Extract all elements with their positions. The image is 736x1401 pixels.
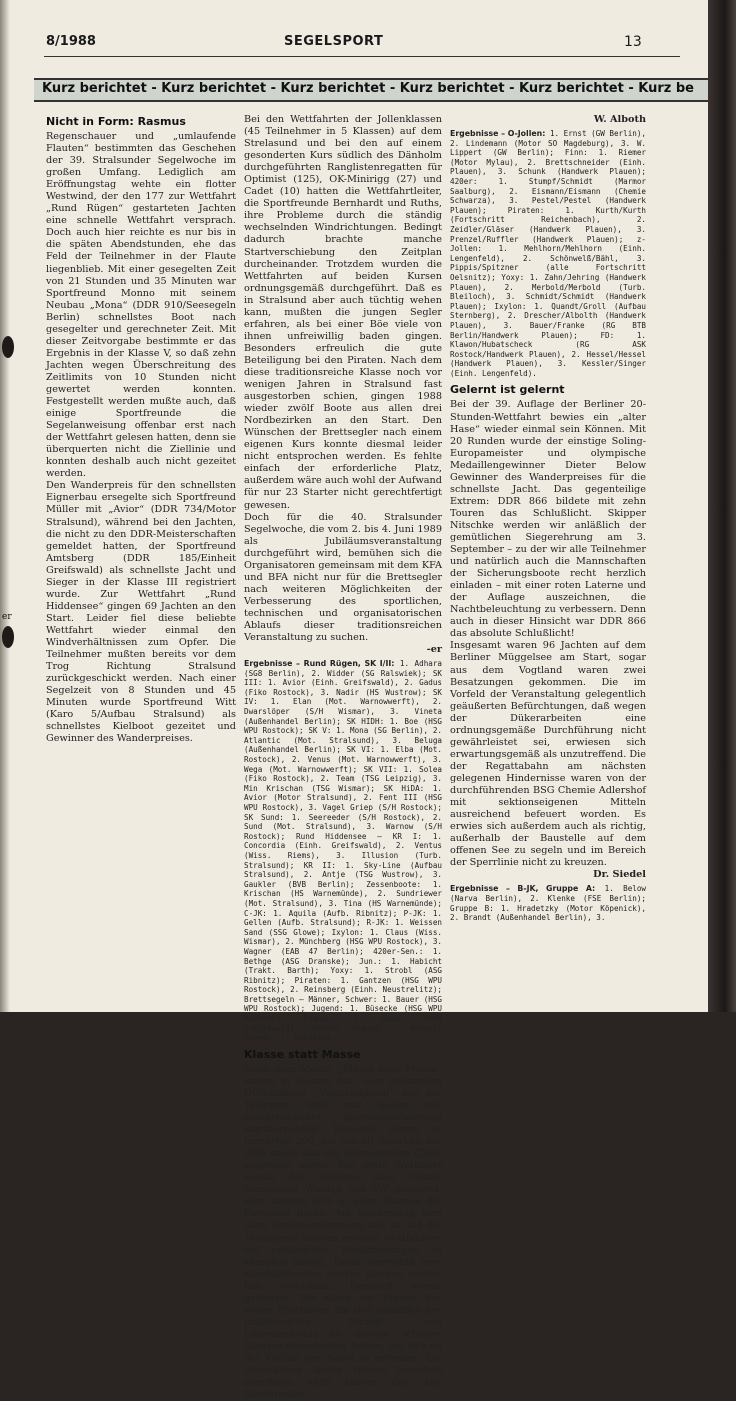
author-signature: Dr. Siedel (593, 869, 646, 881)
results-label: Ergebnisse – Rund Rügen, SK I/II: (244, 659, 395, 669)
issue-number: 8/1988 (46, 34, 96, 49)
results-vogtlandpokal (450, 129, 646, 378)
page-edge-shadow (0, 0, 10, 1012)
book-spine (708, 0, 736, 1012)
article-paragraph: Bei den Wettfahrten der Jollenklassen (45 Teilnehmer in 5 Klassen) auf dem Strelasund und bei den auf einem gesonderten Kurs südlich des Dänholm durchgeführten Ranglistenregatten für Optimist (125), OK-Minirigg (27) und Cadet (10) hatten die Wettfahrtleiter, die Sportfreunde Bernhardt und Ruths, ihre Probleme durch die ständig wechselnden Windrichtungen. Bedingt dadurch brachte manche Startverschiebung den Zeitplan durcheinander. Trotzdem wurden die Wettfahrten auf beiden Kursen ordnungsgemäß durchgeführt. Daß es in Stralsund aber auch tüchtig wehen kann, mußten die jungen Segler erfahren, als bei einer Böe viele von ihnen unfreiwillig baden gingen. Besonders erfreulich die gute Beteiligung bei den Piraten. Nach dem diese traditionsreiche Klasse noch vor wenigen Jahren in Stralsund fast ausgestorben schien, gingen 1988 wieder zwölf Boote aus allen drei Nordbezirken an den Start. Den Wünschen der Brettsegler nach einem eigenen Kurs konnte diesmal leider nicht entsprochen werden. Es fehlte einfach der erforderliche Platz, außerdem wäre auch wohl der Aufwand für nur 23 Starter nicht gerechtfertigt gewesen. (244, 114, 442, 511)
article-paragraph: Doch für die 40. Stralsunder Segelwoche, die vom 2. bis 4. Juni 1989 als Jubiläumsveranstaltung durchgeführt wird, bemühen sich die Organisatoren gemeinsam mit dem KFA und BFA nicht nur für die Brettsegler nach weiteren Möglichkeiten der Verbesserung des sportlichen, technischen und organisatorischen Ablaufs dieser traditionsreichen Veranstaltung zu suchen. (244, 511, 442, 644)
edge-fragment-text: er (2, 612, 12, 622)
results-label: Ergebnisse – B-JK, Gruppe A: (450, 884, 596, 894)
author-signature: W. Alboth (593, 114, 646, 125)
results-text: 1. Ernst (GW Berlin), 2. Lindemann (Motor SO Magdeburg), 3. W. Lippert (GW Berlin); Finn: 1. Riemer (Motor Mylau), 2. Brettschneider (Einh. Plauen), 3. Schunk (Handwerk Plauen); 420er: 1. Stumpf/Schmidt (Marmor Saalburg), 2. Eismann/Eismann (Chemie Schwarza), 3. Pestel/Pestel (Handwerk Plauen); Piraten: 1. Kurth/Kurth (Fortschritt Reichenbach), 2. Zeidler/Gläser (Handwerk Plauen), 3. Prenzel/Ruffler (Handwerk Plauen); z-Jollen: 1. Mehlhorn/Mehlhorn (Einh. Lengenfeld), 2. Schönwelß/Bähl, 3. Pippis/Spitzner (alle Fortschritt Oelsnitz); Yoxy: 1. Zahn/Jehring (Handwerk Plauen), 2. Merbold/Merbold (Turb. Bleiloch), 3. Schmidt/Schmidt (Handwerk Plauen); Ixylon: 1. Quandt/Groll (Aufbau Sternberg), 2. Drescher/Albolth (Handwerk Plauen), 3. Bauer/Franke (RG BTB Berlin/Handwerk Plauen); FD: 1. Klawon/Hubatscheck (RG ASK Rostock/Handwerk Plauen), 2. Hessel/Hessel (Handwerk Plauen), 3. Kessler/Singer (Einh. Lengenfeld). (450, 129, 646, 378)
binder-hole-icon (2, 626, 14, 648)
article-paragraph: Regenschauer und „umlaufende Flauten“ bestimmten das Geschehen der 39. Stralsunder Segelwoche im großen Umfang. Lediglich am Eröffnungstag wehte ein flotter Westwind, der den 177 zur Wettfahrt „Rund Rügen“ gestarteten Jachten eine schnelle Wettfahrt versprach. Doch auch hier reichte es nur bis in die späten Abendstunden, ehe das Feld der Teilnehmer in der Flaute liegenblieb. Mit einer gesegelten Zeit von 21 Stunden und 35 Minuten war Sportfreund Monno mit seinem Neubau „Mona“ (DDR 910/Seesegeln Berlin) schnellstes Boot nach gesegelter und gerechneter Zeit. Mit dieser Zeitvorgabe bestimmte er das Ergebnis in der Klasse V, so daß zehn Jachten wegen Überschreitung des Zeitlimits von 10 Stunden nicht gewertet werden konnten. Festgestellt werden mußte auch, daß einige Sportfreunde die Segelanweisung offenbar erst nach der Wettfahrt gelesen hatten, denn sie überquerten nicht die Ziellinie und konnten deshalb auch nicht gezeitet werden. (46, 131, 236, 480)
article-paragraph: Insgesamt waren 96 Jachten auf dem Berliner Müggelsee am Start, sogar aus dem Vogtland waren zwei Besatzungen gekommen. Die im Vorfeld der Veranstaltung gelegentlich geäußerten Befürchtungen, daß wegen der Dükerarbeiten eine ordnungsgemäße Durchführung nicht gewährleistet sei, erwiesen sich erwartungsgemäß als unzutreffend. Die der Regattabahn am nächsten gelegenen Hindernisse waren von der durchführenden BSG Chemie Adlershof mit sektionseigenen Mitteln ausreichend befeuert worden. Es erwies sich außerdem auch als richtig, außerhalb der Baustelle auf dem offenen See zu segeln und im Bereich der Sperrlinie nicht zu kreuzen. (450, 640, 646, 869)
article-title-rasmus: Nicht in Form: Rasmus (46, 115, 186, 128)
article-paragraph: Den Wanderpreis für den schnellsten Eignerbau ersegelte sich Sportfreund Müller mit „Avior“ (DDR 734/Motor Stralsund), während bei den Jachten, die nicht zu den DDR-Meisterschaften gemeldet hatten, der Sportfreund Amtsberg (DDR 185/Einheit Greifswald) als schnellste Jacht und Sieger in der Klasse III registriert wurde. Zur Wettfahrt „Rund Hiddensee“ gingen 69 Jachten an den Start. Leider fiel diese beliebte Wettfahrt wieder einmal den Windverhältnissen zum Opfer. Die Teilnehmer mußten bereits vor dem Trog Richtung Stralsund zurückgeschickt werden. Nach einer Segelzeit von 8 Stunden und 45 Minuten wurde Sportfreund Witt (Karo 5/Aufbau Stralsund) als schnellstes Kielboot gezeitet und Gewinner des Wanderpreises. (46, 480, 236, 745)
results-text: 1. Adhara (SG8 Berlin), 2. Widder (SG Ralswiek); SK III: 1. Avior (Einh. Greifswald), 2. Gadus (Fiko Rostock), 3. Nadir (HS Wustrow); SK IV: 1. Elan (Mot. Warnowwerft), 2. Dwarslöper (S/H Wismar), 3. Vineta (Außenhandel Berlin); SK HIDH: 1. Boe (HSG WPU Rostock); SK V: 1. Mona (SG Berlin), 2. Atlantic (Mot. Stralsund), 3. Beluga (Außenhandel Berlin); SK VI: 1. Elba (Mot. Rostock), 2. Venus (Mot. Warnowwerft), 3. Wega (Mot. Warnowwerft); SK VII: 1. Solea (Fiko Rostock), 2. Team (TSG Leipzig), 3. Min Krischan (TSG Wismar); SK HiDA: 1. Avior (Motor Stralsund), 2. Fent III (HSG WPU Rostock), 3. Vagel Griep (S/H Rostock); SK Sund: 1. Seereeder (S/H Rostock), 2. Sund (Mot. Stralsund), 3. Warnow (S/H Rostock); Rund Hiddensee – KR I: 1. Concordia (Einh. Greifswald), 2. Ventus (Wiss. Riems), 3. Illusion (Turb. Stralsund); KR II: 1. Sky-Line (Aufbau Stralsund), 2. Antje (TSG Wustrow), 3. Gaukler (BVB Berlin); Zessenboote: 1. Krischan (HS Warnemünde), 2. Sundriewer (Mot. Stralsund), 3. Tina (HS Warnemünde); C-JK: 1. Aquila (Aufb. Ribnitz); P-JK: 1. Gellen (Aufb. Stralsund); R-JK: 1. Weissen Sand (SSG Glowe); Ixylon: 1. Claus (Wiss. Wismar), 2. Münchberg (HSG WPU Rostock), 3. Wagner (EAB 47 Berlin); 420er-Sen.: 1. Bethge (ASG Dranske); Jun.: 1. Habicht (Trakt. Barth); Yoxy: 1. Strobl (ASG Ribnitz); Piraten: 1. Gantzen (HSG WPU Rostock), 2. Reinsberg (Einh. Neustrelitz); Brettsegeln – Männer, Schwer: 1. Bauer (HSG WPU Rostock); Jugend: 1. Büsecke (HSG WPU Rostock); Frauen: 1. Rados (KKW Greifswald); offene Klasse – Männer, Schwer: 1. Benedict. (244, 659, 442, 1043)
section-band (34, 78, 708, 102)
results-text: 1. Below (Narva Berlin), 2. Klenke (FSE Berlin); Gruppe B: 1. Hradetzky (Motor Köpenick), 2. Brandt (Außenhandel Berlin), 3. (450, 884, 646, 923)
page-number: 13 (624, 34, 642, 50)
author-signature: -er (426, 644, 442, 656)
column-1 (46, 114, 236, 745)
article-paragraph: Nach dem Motto: „Klasse statt Masse“ waren in diesem Jahr zum bekannten DDR-offenen „Vogtlandpokal“ auf der Talsperre Pöhl nur Segler mit entsprechender Sportklassifizierung startberechtigt. Dennoch waren es immerhin 200, die aus elf Bezirken der DDR sowie aus der befreundeten CSSR angereist waren. Die erste Wettfahrt wurde bei leichten aber relativ konstanten Winden aus SW gestartet. Hier setzten sich in allen Klassen die Favoriten durch. Am Nachmittag kam dann Gewitterstimmung auf, so daß die Teilnehmer bei den zweiten Wettfahrten mit erheblichen Winddrehungen zu kämpfen hatten. Dafür herrschte zum abschließenden vierten Rennen wieder fast Windstille. Dennoch wurde gestartet. Vor allem zur Freude der vielen Zuschauer, die sich anläßlich des traditionellen Strand- und Laternenfestes an diesem schönen Stausee eingefunden hatten, um sich an der Vielfalt der Segel zu erfreuen. Ein dreimaliges lautes Hupen beendete allerdings nach kurzer Zeit alle Segelqualen. (244, 1063, 442, 1401)
column-3 (450, 114, 646, 927)
article-title-gelernt: Gelernt ist gelernt (450, 383, 565, 397)
article-paragraph: Bei der 39. Auflage der Berliner 20-Stunden-Wettfahrt bewies ein „alter Hase“ wieder einmal sein Können. Mit 20 Runden wurde der einstige Soling-Europameister und olympische Medaillengewinner Dieter Below Gewinner des Wanderpreises für die schnellste Jacht. Das gegenteilige Extrem: DDR 866 bildete mit zehn Touren das Schlußlicht. Skipper Nitschke werden wir anläßlich der gemütlichen Siegerehrung am 3. September – zu der wir alle Teilnehmer und natürlich auch die Mannschaften der Sicherungsboote recht herzlich einladen – mit einer roten Laterne und der Auflage auszeichnen, die Nachtbeleuchtung zu verbessern. Denn auch in dieser Hinsicht war DDR 866 das absolute Schlußlicht! (450, 399, 646, 640)
section-band-text: Kurz berichtet - Kurz berichtet - Kurz berichtet - Kurz berichtet - Kurz berichtet - Kurz be (42, 81, 694, 96)
results-rund-ruegen (244, 659, 442, 1043)
binder-hole-icon (2, 336, 14, 358)
column-2 (244, 114, 442, 1401)
results-20-stunden (450, 884, 646, 922)
header-rule (44, 56, 680, 57)
results-label: Ergebnisse – O-Jollen: (450, 129, 546, 139)
magazine-title: SEGELSPORT (284, 34, 384, 49)
article-title-klasse: Klasse statt Masse (244, 1047, 361, 1061)
